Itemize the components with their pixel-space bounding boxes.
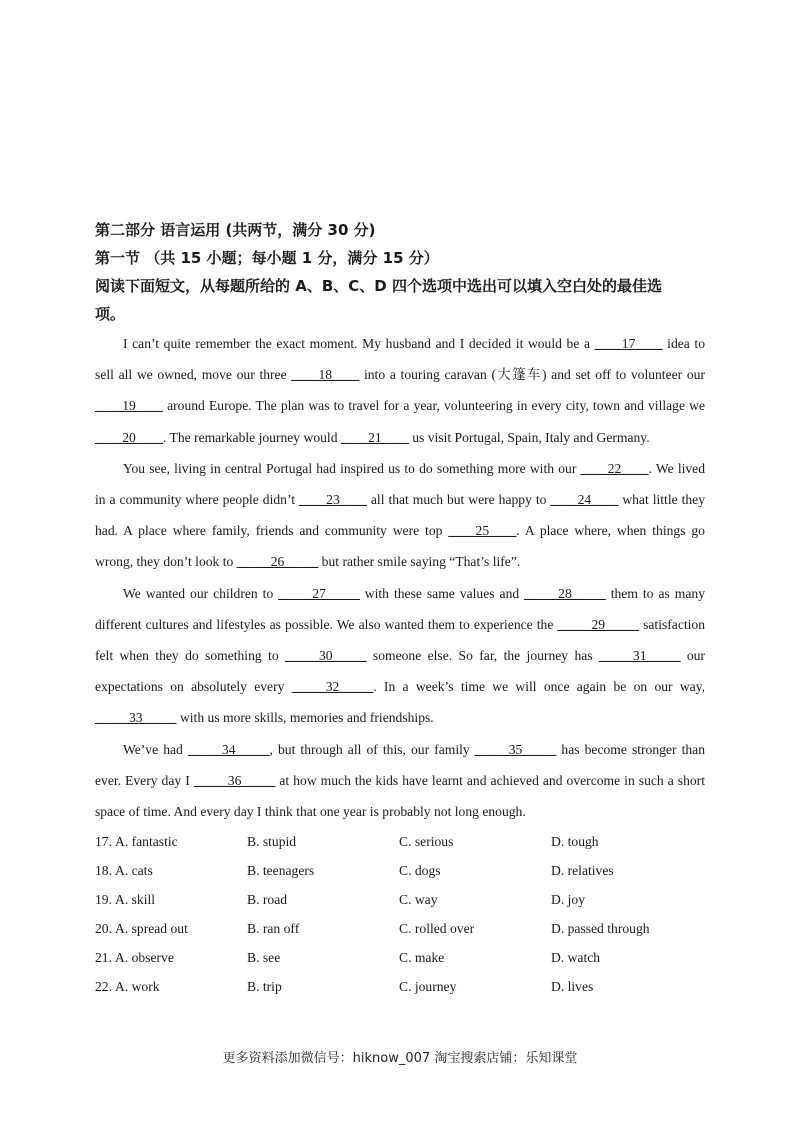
blank-20: ____20____ bbox=[95, 429, 163, 445]
question-number: 22. bbox=[95, 978, 112, 994]
option-row bbox=[95, 943, 705, 972]
option-c: C. journey bbox=[399, 978, 457, 994]
blank-19: ____19____ bbox=[95, 398, 163, 414]
blank-23: ____23____ bbox=[298, 492, 367, 508]
option-b: B. road bbox=[247, 891, 288, 907]
paragraph-3: We wanted our children to _____27_____ with these same values and _____28_____ them to as many different cultures and lifestyles as possible. We also wanted them to experience the _____29_____ satisfaction felt when they do something to _____30_____ someone else. So far, the journey has _____31_____ our expectations on absolutely every _____32_____. In a week’s time we will once again be on our way, _____33_____ with us more skills, memories and friendships. bbox=[95, 585, 706, 726]
option-b: B. teenagers bbox=[247, 862, 315, 878]
option-c: C. serious bbox=[399, 833, 454, 849]
part-title: 第二部分 语言运用 (共两节，满分 30 分) bbox=[95, 221, 376, 239]
cloze-passage bbox=[95, 328, 705, 827]
exam-page bbox=[95, 216, 705, 1001]
footer-note: 更多资料添加微信号：hiknow_007 淘宝搜索店铺：乐知课堂 bbox=[222, 1051, 578, 1066]
option-a: A. fantastic bbox=[115, 833, 178, 849]
option-b: B. see bbox=[247, 949, 281, 965]
blank-31: _____31_____ bbox=[598, 648, 681, 664]
option-c: C. way bbox=[399, 891, 438, 907]
paragraph-4: We’ve had _____34_____, but through all of this, our family _____35_____ has become stronger than ever. Every day I _____36_____ at how much the kids have learnt and achieved and overcome in such a short space of time. And every day I think that one year is probably not long enough. bbox=[95, 741, 705, 820]
blank-21: ____21____ bbox=[340, 429, 409, 445]
blank-34: _____34_____ bbox=[187, 741, 270, 757]
option-row bbox=[95, 856, 705, 885]
blank-28: _____28_____ bbox=[524, 585, 606, 601]
section-title: 第一节 （共 15 小题；每小题 1 分，满分 15 分） bbox=[95, 249, 439, 267]
question-number: 17. bbox=[95, 833, 112, 849]
paragraph-1: I can’t quite remember the exact moment. My husband and I decided it would be a ____17____ idea to sell all we owned, move our three ____18____ into a touring caravan (大篷车) and set off to volunteer our ____19____ around Europe. The plan was to travel for a year, volunteering in every city, town and village we ____20____. The remarkable journey would ____21____ us visit Portugal, Spain, Italy and Germany. bbox=[95, 336, 705, 445]
option-b: B. trip bbox=[247, 978, 282, 994]
question-number: 18. bbox=[95, 862, 112, 878]
option-row bbox=[95, 827, 705, 856]
option-a: A. observe bbox=[115, 949, 174, 965]
question-number: 21. bbox=[95, 949, 112, 965]
option-c: C. rolled over bbox=[399, 920, 475, 936]
blank-32: _____32_____ bbox=[291, 679, 374, 695]
blank-17: ____17____ bbox=[594, 336, 663, 351]
blank-33: _____33_____ bbox=[95, 710, 177, 726]
option-c: C. make bbox=[399, 949, 445, 965]
blank-35: _____35_____ bbox=[474, 741, 557, 757]
blank-26: _____26_____ bbox=[236, 554, 319, 570]
option-d: D. tough bbox=[551, 833, 599, 849]
option-b: B. stupid bbox=[247, 833, 297, 849]
blank-22: ____22____ bbox=[580, 460, 649, 476]
option-d: D. joy bbox=[551, 891, 585, 907]
option-c: C. dogs bbox=[399, 862, 441, 878]
option-row bbox=[95, 972, 705, 1001]
paragraph-2: You see, living in central Portugal had inspired us to do something more with our ____22____. We lived in a community where people didn’t ____23____ all that much but were happy to ____24____ what little they had. A place where family, friends and community were top ____25____. A place where, when things go wrong, they don’t look to _____26_____ but rather smile saying “That’s life”. bbox=[95, 460, 706, 570]
blank-18: ____18____ bbox=[291, 367, 360, 383]
option-a: A. cats bbox=[115, 862, 153, 878]
instruction: 阅读下面短文，从每题所给的 A、B、C、D 四个选项中选出可以填入空白处的最佳选 项。 bbox=[95, 277, 662, 323]
blank-24: ____24____ bbox=[550, 492, 619, 508]
option-b: B. ran off bbox=[247, 920, 300, 936]
question-number: 19. bbox=[95, 891, 112, 907]
option-d: D. passed through bbox=[551, 920, 650, 936]
option-a: A. skill bbox=[115, 891, 156, 907]
option-d: D. watch bbox=[551, 949, 601, 965]
option-a: A. work bbox=[115, 978, 160, 994]
question-number: 20. bbox=[95, 920, 112, 936]
blank-29: _____29_____ bbox=[557, 616, 640, 632]
blank-27: _____27_____ bbox=[278, 585, 360, 601]
answer-options bbox=[95, 827, 705, 1001]
blank-25: ____25____ bbox=[448, 523, 517, 539]
option-row bbox=[95, 885, 705, 914]
blank-36: _____36_____ bbox=[193, 772, 276, 788]
option-d: D. relatives bbox=[551, 862, 614, 878]
option-row bbox=[95, 914, 705, 943]
blank-30: _____30_____ bbox=[285, 648, 367, 664]
option-d: D. lives bbox=[551, 978, 594, 994]
option-a: A. spread out bbox=[115, 920, 188, 936]
